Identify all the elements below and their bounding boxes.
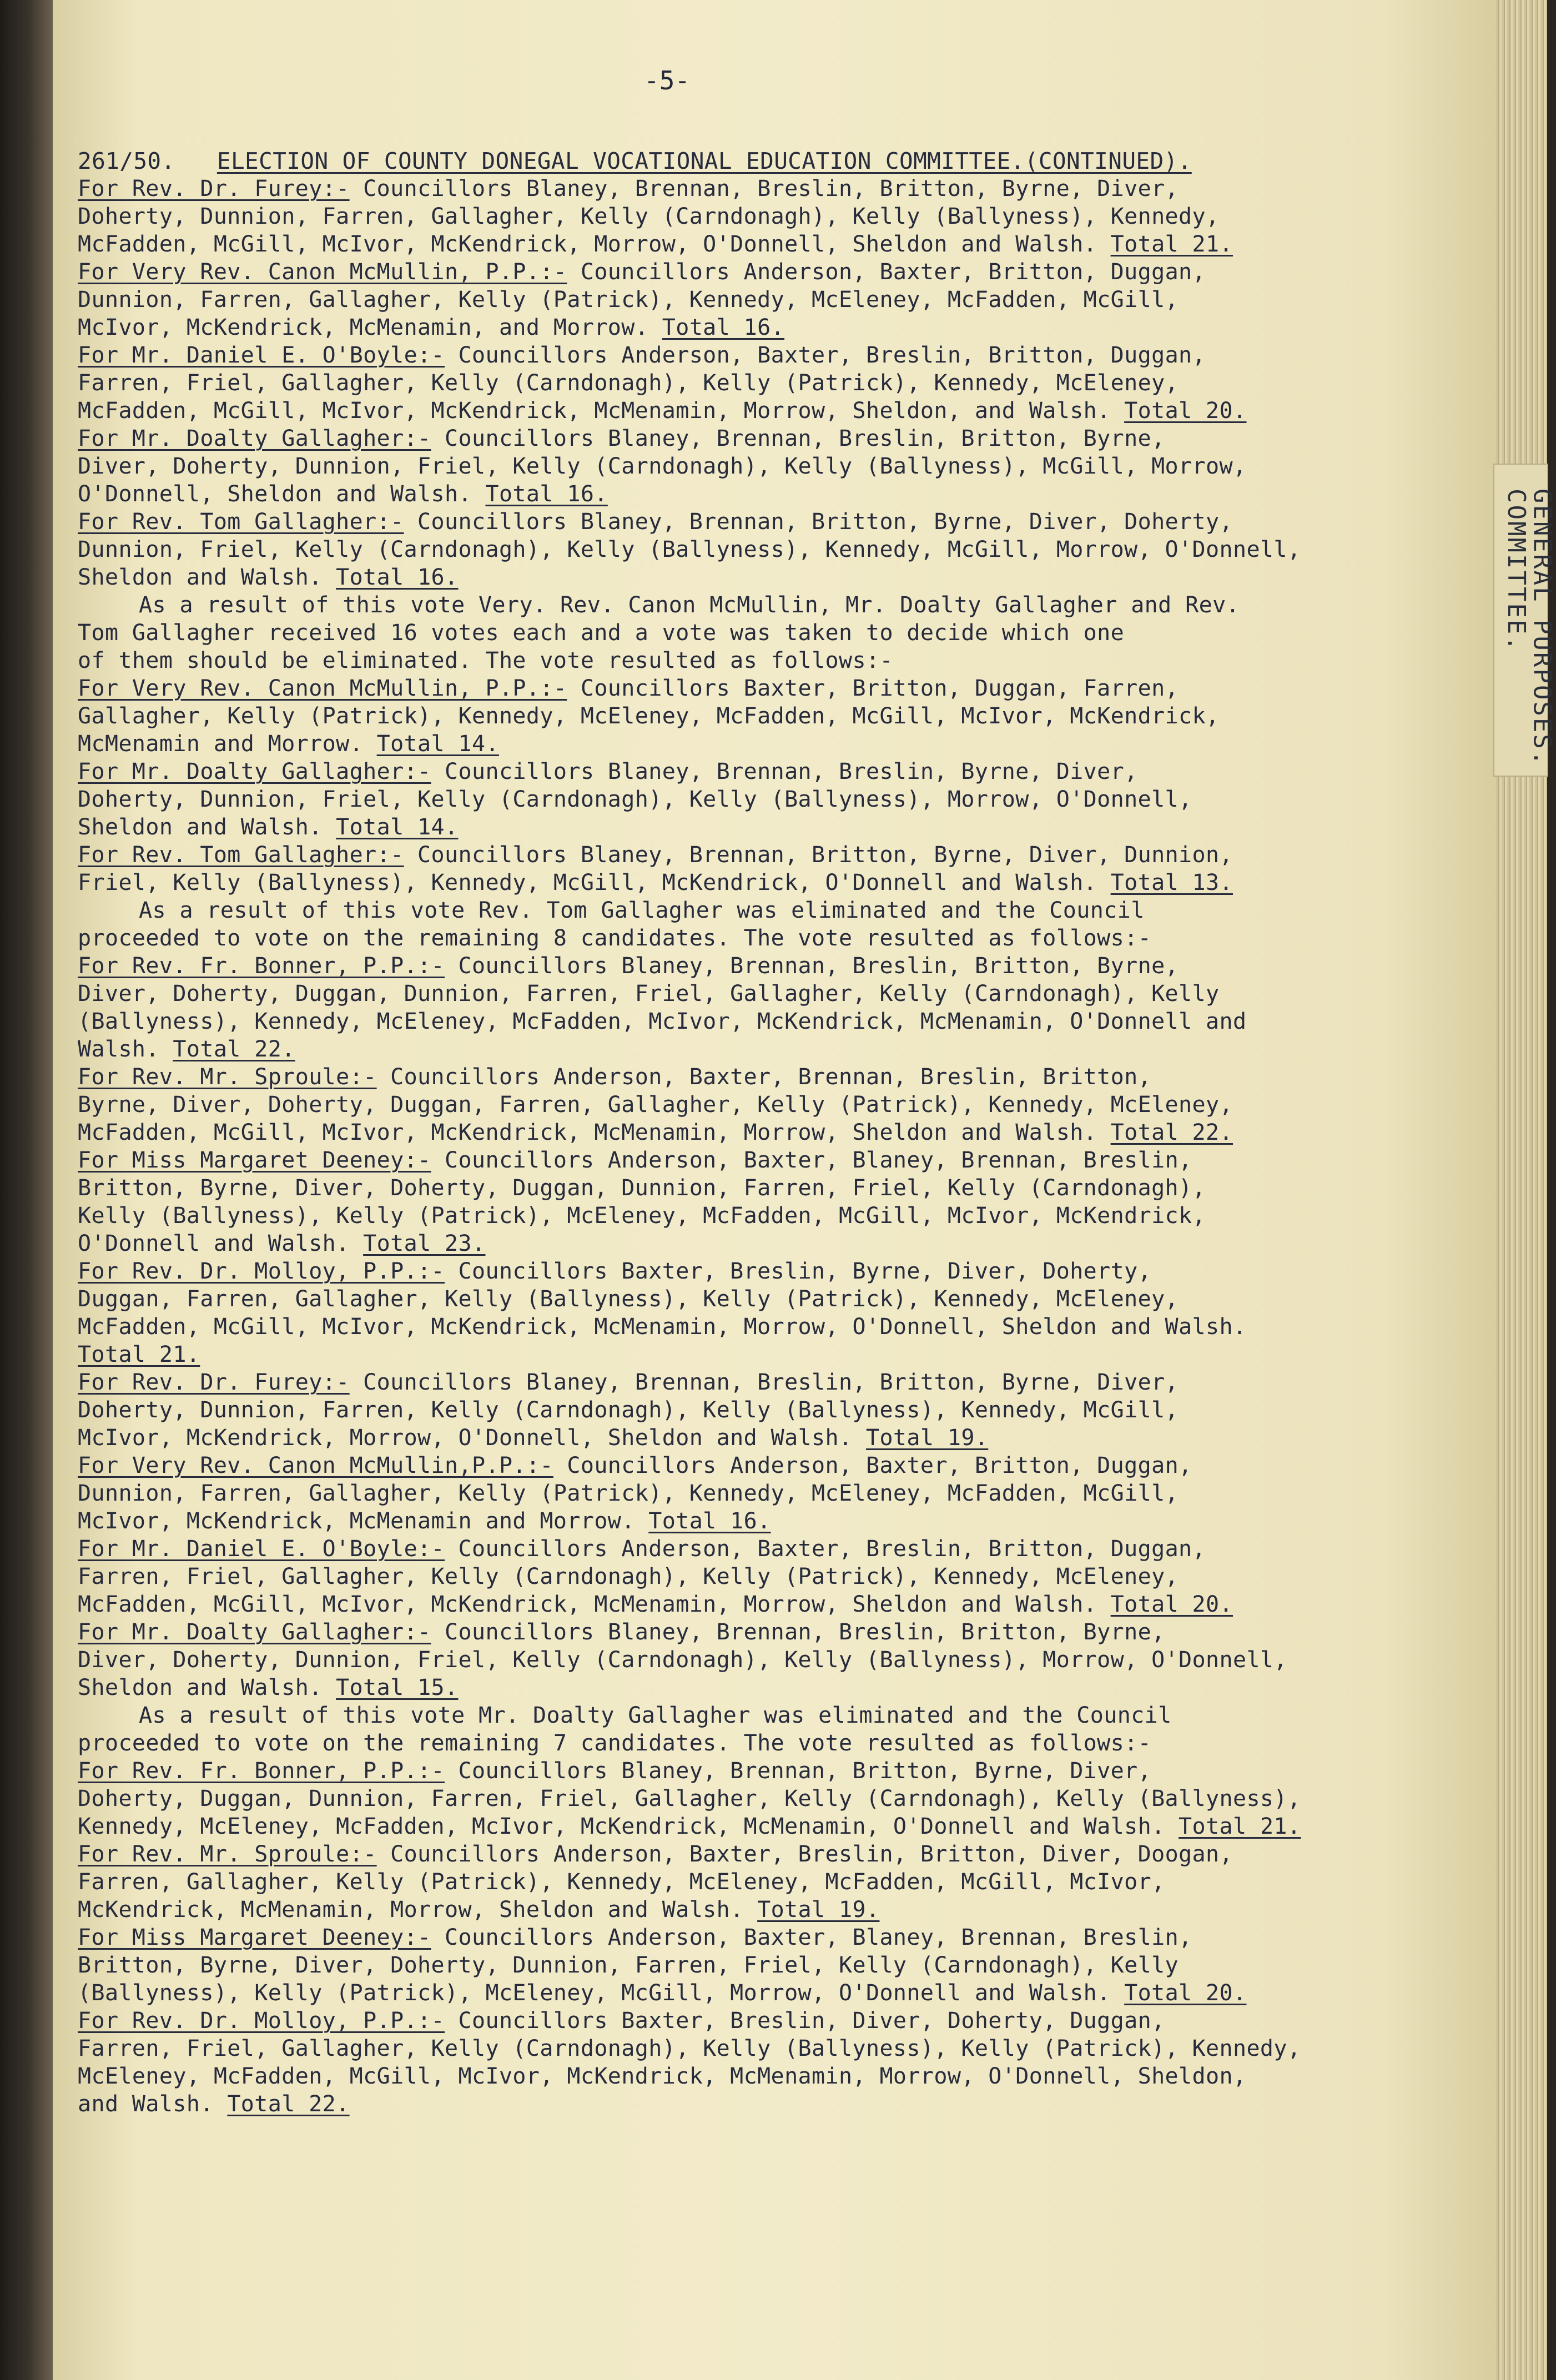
text-line xyxy=(78,480,1360,508)
underlined-text: For Rev. Fr. Bonner, P.P.:- xyxy=(78,953,445,979)
line-text: Councillors Baxter, Breslin, Byrne, Diver, Doherty, xyxy=(445,1259,1152,1284)
text-line xyxy=(78,1396,1360,1424)
line-text: Councillors Blaney, Brennan, Britton, Byrne, Diver, Dunnion, xyxy=(404,842,1233,868)
text-line xyxy=(78,786,1360,813)
line-text: Duggan, Farren, Gallagher, Kelly (Ballyness), Kelly (Patrick), Kennedy, McEleney, xyxy=(78,1286,1179,1312)
text-line xyxy=(78,175,1360,203)
line-text: (Ballyness), Kennedy, McEleney, McFadden, McIvor, McKendrick, McMenamin, O'Donnell and xyxy=(78,1009,1247,1034)
text-line xyxy=(78,1008,1360,1035)
text-line xyxy=(78,1702,1360,1729)
text-line xyxy=(78,1285,1360,1313)
text-line xyxy=(78,980,1360,1008)
line-text: O'Donnell, Sheldon and Walsh. xyxy=(78,481,486,507)
text-line xyxy=(78,1868,1360,1896)
text-line xyxy=(78,1452,1360,1480)
underlined-text: Total 21. xyxy=(78,1342,200,1367)
underlined-text: For Mr. Daniel E. O'Boyle:- xyxy=(78,343,445,368)
line-text: Sheldon and Walsh. xyxy=(78,1675,336,1700)
line-text: McIvor, McKendrick, McMenamin and Morrow. xyxy=(78,1508,649,1534)
line-text: and Walsh. xyxy=(78,2091,228,2117)
line-text: Councillors Anderson, Baxter, Blaney, Brennan, Breslin, xyxy=(431,1925,1192,1950)
line-text: Councillors Blaney, Brennan, Britton, Byrne, Diver, xyxy=(445,1758,1152,1784)
text-line xyxy=(78,869,1360,897)
text-line xyxy=(78,1840,1360,1868)
line-text: Walsh. xyxy=(78,1036,173,1062)
underlined-text: Total 19. xyxy=(757,1897,880,1923)
line-text: Doherty, Dunnion, Farren, Kelly (Carndonagh), Kelly (Ballyness), Kennedy, McGill, xyxy=(78,1397,1179,1423)
line-text: Councillors Anderson, Baxter, Breslin, Britton, Diver, Doogan, xyxy=(376,1841,1233,1867)
text-line xyxy=(78,563,1360,591)
underlined-text: Total 16. xyxy=(485,481,608,507)
text-line xyxy=(78,1063,1360,1091)
line-text: Britton, Byrne, Diver, Doherty, Dunnion, Farren, Friel, Kelly (Carndonagh), Kelly xyxy=(78,1953,1179,1978)
text-line xyxy=(78,1729,1360,1757)
text-line xyxy=(78,758,1360,786)
minute-number: 261/50. xyxy=(78,148,175,174)
text-line xyxy=(78,286,1360,314)
text-line xyxy=(78,1951,1360,1979)
underlined-text: Total 19. xyxy=(865,1425,989,1451)
text-line xyxy=(78,369,1360,397)
text-line xyxy=(78,730,1360,758)
text-line xyxy=(78,1979,1360,2007)
text-line xyxy=(78,1174,1360,1202)
underlined-text: Total 23. xyxy=(363,1231,486,1256)
text-line xyxy=(78,2035,1360,2062)
underlined-text: For Rev. Dr. Molloy, P.P.:- xyxy=(78,2008,445,2034)
line-text: Britton, Byrne, Diver, Doherty, Duggan, Dunnion, Farren, Friel, Kelly (Carndonagh), xyxy=(78,1175,1206,1201)
text-line xyxy=(78,1813,1360,1840)
line-text: Councillors Anderson, Baxter, Britton, Duggan, xyxy=(553,1453,1192,1478)
line-text: McFadden, McGill, McIvor, McKendrick, McMenamin, Morrow, Sheldon and Walsh. xyxy=(78,1592,1111,1617)
underlined-text: Total 15. xyxy=(336,1675,459,1700)
vote-lines xyxy=(78,175,1360,2118)
text-line xyxy=(78,1202,1360,1230)
text-line xyxy=(78,1757,1360,1785)
line-text: Councillors Blaney, Brennan, Breslin, Britton, Byrne, Diver, xyxy=(349,1370,1179,1395)
line-text: Byrne, Diver, Doherty, Duggan, Farren, Gallagher, Kelly (Patrick), Kennedy, McEleney, xyxy=(78,1092,1233,1118)
text-line xyxy=(78,2090,1360,2118)
line-text: Councillors Anderson, Baxter, Breslin, Britton, Duggan, xyxy=(445,1536,1206,1562)
text-line xyxy=(78,1563,1360,1591)
underlined-text: Total 21. xyxy=(1110,232,1233,257)
line-text: McFadden, McGill, McIvor, McKendrick, McMenamin, Morrow, Sheldon, and Walsh. xyxy=(78,398,1125,424)
underlined-text: For Very Rev. Canon McMullin, P.P.:- xyxy=(78,259,567,285)
text-line xyxy=(78,1896,1360,1924)
text-line xyxy=(78,897,1360,924)
underlined-text: For Rev. Dr. Furey:- xyxy=(78,1370,350,1395)
text-line xyxy=(78,452,1360,480)
underlined-text: Total 16. xyxy=(648,1508,771,1534)
text-line xyxy=(78,1035,1360,1063)
underlined-text: For Rev. Fr. Bonner, P.P.:- xyxy=(78,1758,445,1784)
line-text: McMenamin and Morrow. xyxy=(78,731,377,757)
text-line xyxy=(78,1507,1360,1535)
underlined-text: Total 20. xyxy=(1110,1592,1233,1617)
line-text: As a result of this vote Mr. Doalty Gallagher was eliminated and the Council xyxy=(139,1703,1172,1728)
underlined-text: For Mr. Doalty Gallagher:- xyxy=(78,1619,431,1645)
underlined-text: Total 22. xyxy=(173,1036,295,1062)
line-text: Farren, Friel, Gallagher, Kelly (Carndonagh), Kelly (Patrick), Kennedy, McEleney, xyxy=(78,370,1179,396)
text-line xyxy=(78,1257,1360,1285)
minutes-text xyxy=(78,147,1360,2118)
text-line xyxy=(78,1785,1360,1813)
underlined-text: Total 14. xyxy=(336,814,459,840)
line-text: Kelly (Ballyness), Kelly (Patrick), McEleney, McFadden, McGill, McIvor, McKendrick, xyxy=(78,1203,1206,1229)
text-line xyxy=(78,924,1360,952)
book-gutter xyxy=(0,0,53,2380)
text-line xyxy=(78,1618,1360,1646)
line-text: Councillors Blaney, Brennan, Breslin, Britton, Byrne, xyxy=(431,1619,1165,1645)
text-line xyxy=(78,341,1360,369)
tab-label-line2: COMMITTEE. xyxy=(1502,489,1531,652)
line-text: Farren, Friel, Gallagher, Kelly (Carndonagh), Kelly (Patrick), Kennedy, McEleney, xyxy=(78,1564,1179,1589)
text-line xyxy=(78,952,1360,980)
line-text: of them should be eliminated. The vote resulted as follows:- xyxy=(78,648,893,673)
underlined-text: For Mr. Doalty Gallagher:- xyxy=(78,426,431,451)
line-text: proceeded to vote on the remaining 8 candidates. The vote resulted as follows:- xyxy=(78,925,1152,951)
line-text: (Ballyness), Kelly (Patrick), McEleney, McGill, Morrow, O'Donnell and Walsh. xyxy=(78,1980,1125,2006)
line-text: O'Donnell and Walsh. xyxy=(78,1231,364,1256)
line-text: Doherty, Duggan, Dunnion, Farren, Friel, Gallagher, Kelly (Carndonagh), Kelly (Ballyness), xyxy=(78,1786,1301,1812)
line-text: Dunnion, Farren, Gallagher, Kelly (Patrick), Kennedy, McEleney, McFadden, McGill, xyxy=(78,1481,1179,1506)
text-line xyxy=(78,647,1360,675)
line-text: Councillors Anderson, Baxter, Breslin, Britton, Duggan, xyxy=(445,343,1206,368)
line-text: Dunnion, Farren, Gallagher, Kelly (Patrick), Kennedy, McEleney, McFadden, McGill, xyxy=(78,287,1179,313)
text-line xyxy=(78,591,1360,619)
underlined-text: Total 22. xyxy=(1110,1120,1233,1145)
text-line xyxy=(78,1535,1360,1563)
line-text: Kennedy, McEleney, McFadden, McIvor, McKendrick, McMenamin, O'Donnell and Walsh. xyxy=(78,1814,1179,1839)
line-text: Councillors Anderson, Baxter, Brennan, Breslin, Britton, xyxy=(376,1064,1152,1090)
text-line xyxy=(78,425,1360,452)
line-text: McFadden, McGill, McIvor, McKendrick, McMenamin, Morrow, O'Donnell, Sheldon and Walsh. xyxy=(78,1314,1247,1340)
line-text: Dunnion, Friel, Kelly (Carndonagh), Kelly (Ballyness), Kennedy, McGill, Morrow, O'Donnell, xyxy=(78,537,1301,562)
line-text: Farren, Gallagher, Kelly (Patrick), Kennedy, McEleney, McFadden, McGill, McIvor, xyxy=(78,1869,1165,1895)
line-text: As a result of this vote Very. Rev. Canon McMullin, Mr. Doalty Gallagher and Rev. xyxy=(139,592,1240,618)
text-line xyxy=(78,397,1360,425)
underlined-text: For Rev. Dr. Furey:- xyxy=(78,176,350,202)
text-line xyxy=(78,1091,1360,1119)
text-line xyxy=(78,1924,1360,1951)
line-text: Friel, Kelly (Ballyness), Kennedy, McGill, McKendrick, O'Donnell and Walsh. xyxy=(78,870,1111,895)
underlined-text: Total 14. xyxy=(376,731,499,757)
underlined-text: For Rev. Tom Gallagher:- xyxy=(78,842,404,868)
line-text: Sheldon and Walsh. xyxy=(78,814,336,840)
underlined-text: For Very Rev. Canon McMullin,P.P.:- xyxy=(78,1453,553,1478)
line-text: McIvor, McKendrick, McMenamin, and Morrow. xyxy=(78,315,662,340)
text-line xyxy=(78,675,1360,702)
text-line xyxy=(78,203,1360,230)
line-text: Councillors Baxter, Britton, Duggan, Farren, xyxy=(567,676,1179,701)
section-tab-label xyxy=(1503,489,1554,767)
line-text: Councillors Blaney, Brennan, Breslin, Britton, Byrne, Diver, xyxy=(349,176,1179,202)
text-line xyxy=(78,2062,1360,2090)
line-text: Councillors Blaney, Brennan, Breslin, Byrne, Diver, xyxy=(431,759,1138,784)
underlined-text: Total 16. xyxy=(662,315,785,340)
line-text: Councillors Blaney, Brennan, Britton, Byrne, Diver, Doherty, xyxy=(404,509,1233,535)
text-line xyxy=(78,1313,1360,1341)
line-text: Sheldon and Walsh. xyxy=(78,565,336,590)
text-line xyxy=(78,1424,1360,1452)
text-line xyxy=(78,1368,1360,1396)
text-line xyxy=(78,1646,1360,1674)
line-text: Councillors Anderson, Baxter, Britton, Duggan, xyxy=(567,259,1206,285)
underlined-text: For Rev. Dr. Molloy, P.P.:- xyxy=(78,1259,445,1284)
minute-heading xyxy=(78,147,1360,175)
line-text: Diver, Doherty, Dunnion, Friel, Kelly (Carndonagh), Kelly (Ballyness), McGill, Morrow, xyxy=(78,454,1247,479)
page-number: -5- xyxy=(644,66,691,95)
text-line xyxy=(78,1591,1360,1618)
underlined-text: Total 20. xyxy=(1124,398,1247,424)
line-text: Councillors Blaney, Brennan, Breslin, Britton, Byrne, xyxy=(445,953,1179,979)
underlined-text: For Rev. Mr. Sproule:- xyxy=(78,1064,377,1090)
minute-title: ELECTION OF COUNTY DONEGAL VOCATIONAL EDUCATION COMMITTEE.(CONTINUED). xyxy=(216,148,1192,174)
line-text: Farren, Friel, Gallagher, Kelly (Carndonagh), Kelly (Ballyness), Kelly (Patrick), Kennedy, xyxy=(78,2036,1301,2061)
line-text: Gallagher, Kelly (Patrick), Kennedy, McEleney, McFadden, McGill, McIvor, McKendrick, xyxy=(78,703,1220,729)
line-text: Diver, Doherty, Duggan, Dunnion, Farren, Friel, Gallagher, Kelly (Carndonagh), Kelly xyxy=(78,981,1220,1007)
line-text: McEleney, McFadden, McGill, McIvor, McKendrick, McMenamin, Morrow, O'Donnell, Sheldon, xyxy=(78,2064,1247,2089)
tab-label-line1: GENERAL PURPOSES. xyxy=(1528,489,1556,767)
text-line xyxy=(78,314,1360,341)
underlined-text: For Miss Margaret Deeney:- xyxy=(78,1148,431,1173)
text-line xyxy=(78,1674,1360,1702)
text-line xyxy=(78,619,1360,647)
text-line xyxy=(78,230,1360,258)
underlined-text: For Very Rev. Canon McMullin, P.P.:- xyxy=(78,676,567,701)
line-text: Councillors Baxter, Breslin, Diver, Doherty, Duggan, xyxy=(445,2008,1165,2034)
underlined-text: For Miss Margaret Deeney:- xyxy=(78,1925,431,1950)
text-line xyxy=(78,1341,1360,1368)
text-line xyxy=(78,1146,1360,1174)
text-line xyxy=(78,2007,1360,2035)
text-line xyxy=(78,258,1360,286)
underlined-text: Total 13. xyxy=(1110,870,1233,895)
underlined-text: Total 22. xyxy=(227,2091,350,2117)
line-text: Councillors Anderson, Baxter, Blaney, Brennan, Breslin, xyxy=(431,1148,1192,1173)
text-line xyxy=(78,1480,1360,1507)
line-text: Tom Gallagher received 16 votes each and a vote was taken to decide which one xyxy=(78,620,1125,646)
page-edges xyxy=(1496,0,1547,2380)
line-text: Councillors Blaney, Brennan, Breslin, Britton, Byrne, xyxy=(431,426,1165,451)
underlined-text: For Mr. Doalty Gallagher:- xyxy=(78,759,431,784)
text-line xyxy=(78,536,1360,563)
line-text: As a result of this vote Rev. Tom Gallagher was eliminated and the Council xyxy=(139,898,1145,923)
line-text: McKendrick, McMenamin, Morrow, Sheldon and Walsh. xyxy=(78,1897,758,1923)
line-text: proceeded to vote on the remaining 7 candidates. The vote resulted as follows:- xyxy=(78,1730,1152,1756)
line-text: McFadden, McGill, McIvor, McKendrick, Morrow, O'Donnell, Sheldon and Walsh. xyxy=(78,232,1111,257)
text-line xyxy=(78,1230,1360,1257)
underlined-text: For Mr. Daniel E. O'Boyle:- xyxy=(78,1536,445,1562)
line-text: McIvor, McKendrick, Morrow, O'Donnell, Sheldon and Walsh. xyxy=(78,1425,866,1451)
text-line xyxy=(78,813,1360,841)
line-text: McFadden, McGill, McIvor, McKendrick, McMenamin, Morrow, Sheldon and Walsh. xyxy=(78,1120,1111,1145)
line-text: Doherty, Dunnion, Friel, Kelly (Carndonagh), Kelly (Ballyness), Morrow, O'Donnell, xyxy=(78,787,1192,812)
text-line xyxy=(78,702,1360,730)
text-line xyxy=(78,841,1360,869)
text-line xyxy=(78,1119,1360,1146)
line-text: Diver, Doherty, Dunnion, Friel, Kelly (Carndonagh), Kelly (Ballyness), Morrow, O'Donnell, xyxy=(78,1647,1287,1673)
underlined-text: Total 16. xyxy=(336,565,459,590)
text-line xyxy=(78,508,1360,536)
underlined-text: For Rev. Mr. Sproule:- xyxy=(78,1841,377,1867)
underlined-text: Total 21. xyxy=(1179,1814,1301,1839)
underlined-text: Total 20. xyxy=(1124,1980,1247,2006)
line-text: Doherty, Dunnion, Farren, Gallagher, Kelly (Carndonagh), Kelly (Ballyness), Kennedy, xyxy=(78,204,1220,229)
underlined-text: For Rev. Tom Gallagher:- xyxy=(78,509,404,535)
